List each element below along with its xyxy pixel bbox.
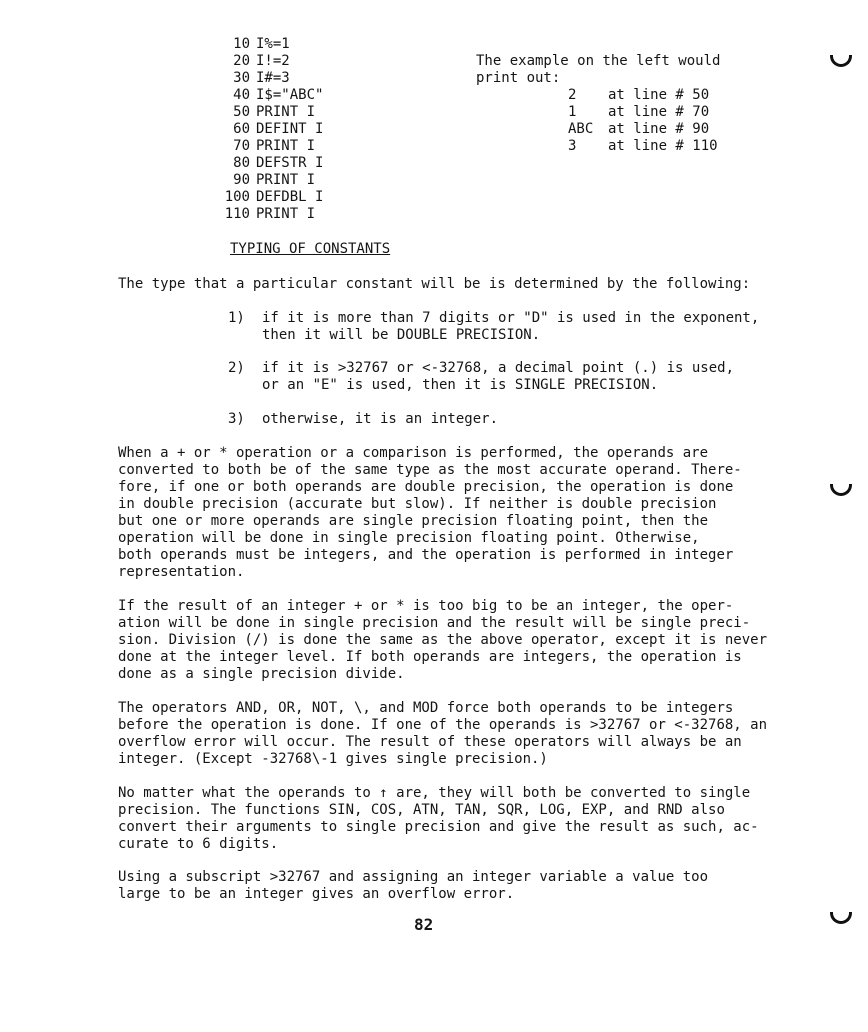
line-number: 10 [233,36,250,52]
rule-number: 1) [228,310,245,326]
code-line [222,36,290,53]
statement: DEFSTR I [256,155,324,171]
output-value: 1 [568,104,577,120]
statement: I%=1 [256,36,290,52]
statement: PRINT I [256,172,316,188]
output-value: 2 [568,87,577,103]
output-location: at line # 70 [608,104,710,120]
rule-item [228,360,735,393]
code-line [222,172,315,189]
statement: I!=2 [256,53,290,69]
statement: PRINT I [256,138,316,154]
line-number: 80 [233,155,250,171]
line-number: 40 [233,87,250,103]
section-heading: TYPING OF CONSTANTS [230,241,391,257]
line-number: 60 [233,121,250,137]
rule-text: if it is more than 7 digits or "D" is used in the exponent, then it will be DOUBLE PRECISION. [262,310,760,343]
example-intro-line1: The example on the left would [476,53,721,69]
rule-item [228,310,760,343]
statement: I$="ABC" [256,87,324,103]
output-location: at line # 90 [608,121,710,137]
rule-text: otherwise, it is an integer. [262,411,499,427]
rule-text: if it is >32767 or <-32768, a decimal point (.) is used, or an "E" is used, then it is SINGLE PRECISION. [262,360,735,393]
code-line [222,155,323,172]
code-line [222,70,290,87]
code-line [222,53,290,70]
paragraph-functions: No matter what the operands to ↑ are, they will both be converted to single precision. The functions SIN, COS, ATN, TAN, SQR, LOG, EXP, and RND also convert their arguments to single precision and give the result as such, ac- curate to 6 digits. [118,785,759,852]
paragraph-integer-overflow: If the result of an integer + or * is too big to be an integer, the oper- ation will be done in single precision and the result will be single preci- sion. Division (/) is done the same as the above operator, except it is never done at the integer level. If both operands are integers, the operation is done as a single precision divide. [118,598,768,682]
example-intro-line2: print out: [476,70,561,86]
code-line [222,206,315,223]
paragraph-operand-conversion: When a + or * operation or a comparison is performed, the operands are converted to both be of the same type as the most accurate operand. There- fore, if one or both operands are double precision, the operation is done in double precision (accurate but slow). If neither is double precision but one or more operands are single precision floating point, then the operation will be done in single precision floating point. Otherwise, both operands must be integers, and the operation is performed in integer representation. [118,445,742,580]
output-value: 3 [568,138,577,154]
code-line [222,121,323,138]
statement: PRINT I [256,104,316,120]
paragraph-logical-operators: The operators AND, OR, NOT, \, and MOD force both operands to be integers before the operation is done. If one of the operands is >32767 or <-32768, an overflow error will occur. The result of these operators will always be an integer. (Except -32768\-1 gives single precision.) [118,700,768,767]
output-row [568,121,709,138]
output-row [568,87,709,104]
line-number: 90 [233,172,250,188]
statement: DEFINT I [256,121,324,137]
line-number: 110 [224,206,250,222]
binder-hole-icon [830,912,852,924]
code-line [222,104,315,121]
rule-item [228,411,499,428]
output-row [568,104,709,121]
line-number: 30 [233,70,250,86]
output-location: at line # 50 [608,87,710,103]
code-line [222,87,323,104]
page-number: 82 [414,915,434,934]
rule-number: 2) [228,360,245,376]
statement: I#=3 [256,70,290,86]
line-number: 50 [233,104,250,120]
line-number: 20 [233,53,250,69]
output-location: at line # 110 [608,138,718,154]
paragraph-subscript: Using a subscript >32767 and assigning an integer variable a value too large to be an integer gives an overflow error. [118,869,709,902]
intro-text: The type that a particular constant will be is determined by the following: [118,276,751,292]
statement: DEFDBL I [256,189,324,205]
code-line [222,138,315,155]
code-line [222,189,323,206]
line-number: 70 [233,138,250,154]
line-number: 100 [224,189,250,205]
output-value: ABC [568,121,594,137]
statement: PRINT I [256,206,316,222]
binder-hole-icon [830,484,852,496]
output-row [568,138,718,155]
binder-hole-icon [830,55,852,67]
rule-number: 3) [228,411,245,427]
